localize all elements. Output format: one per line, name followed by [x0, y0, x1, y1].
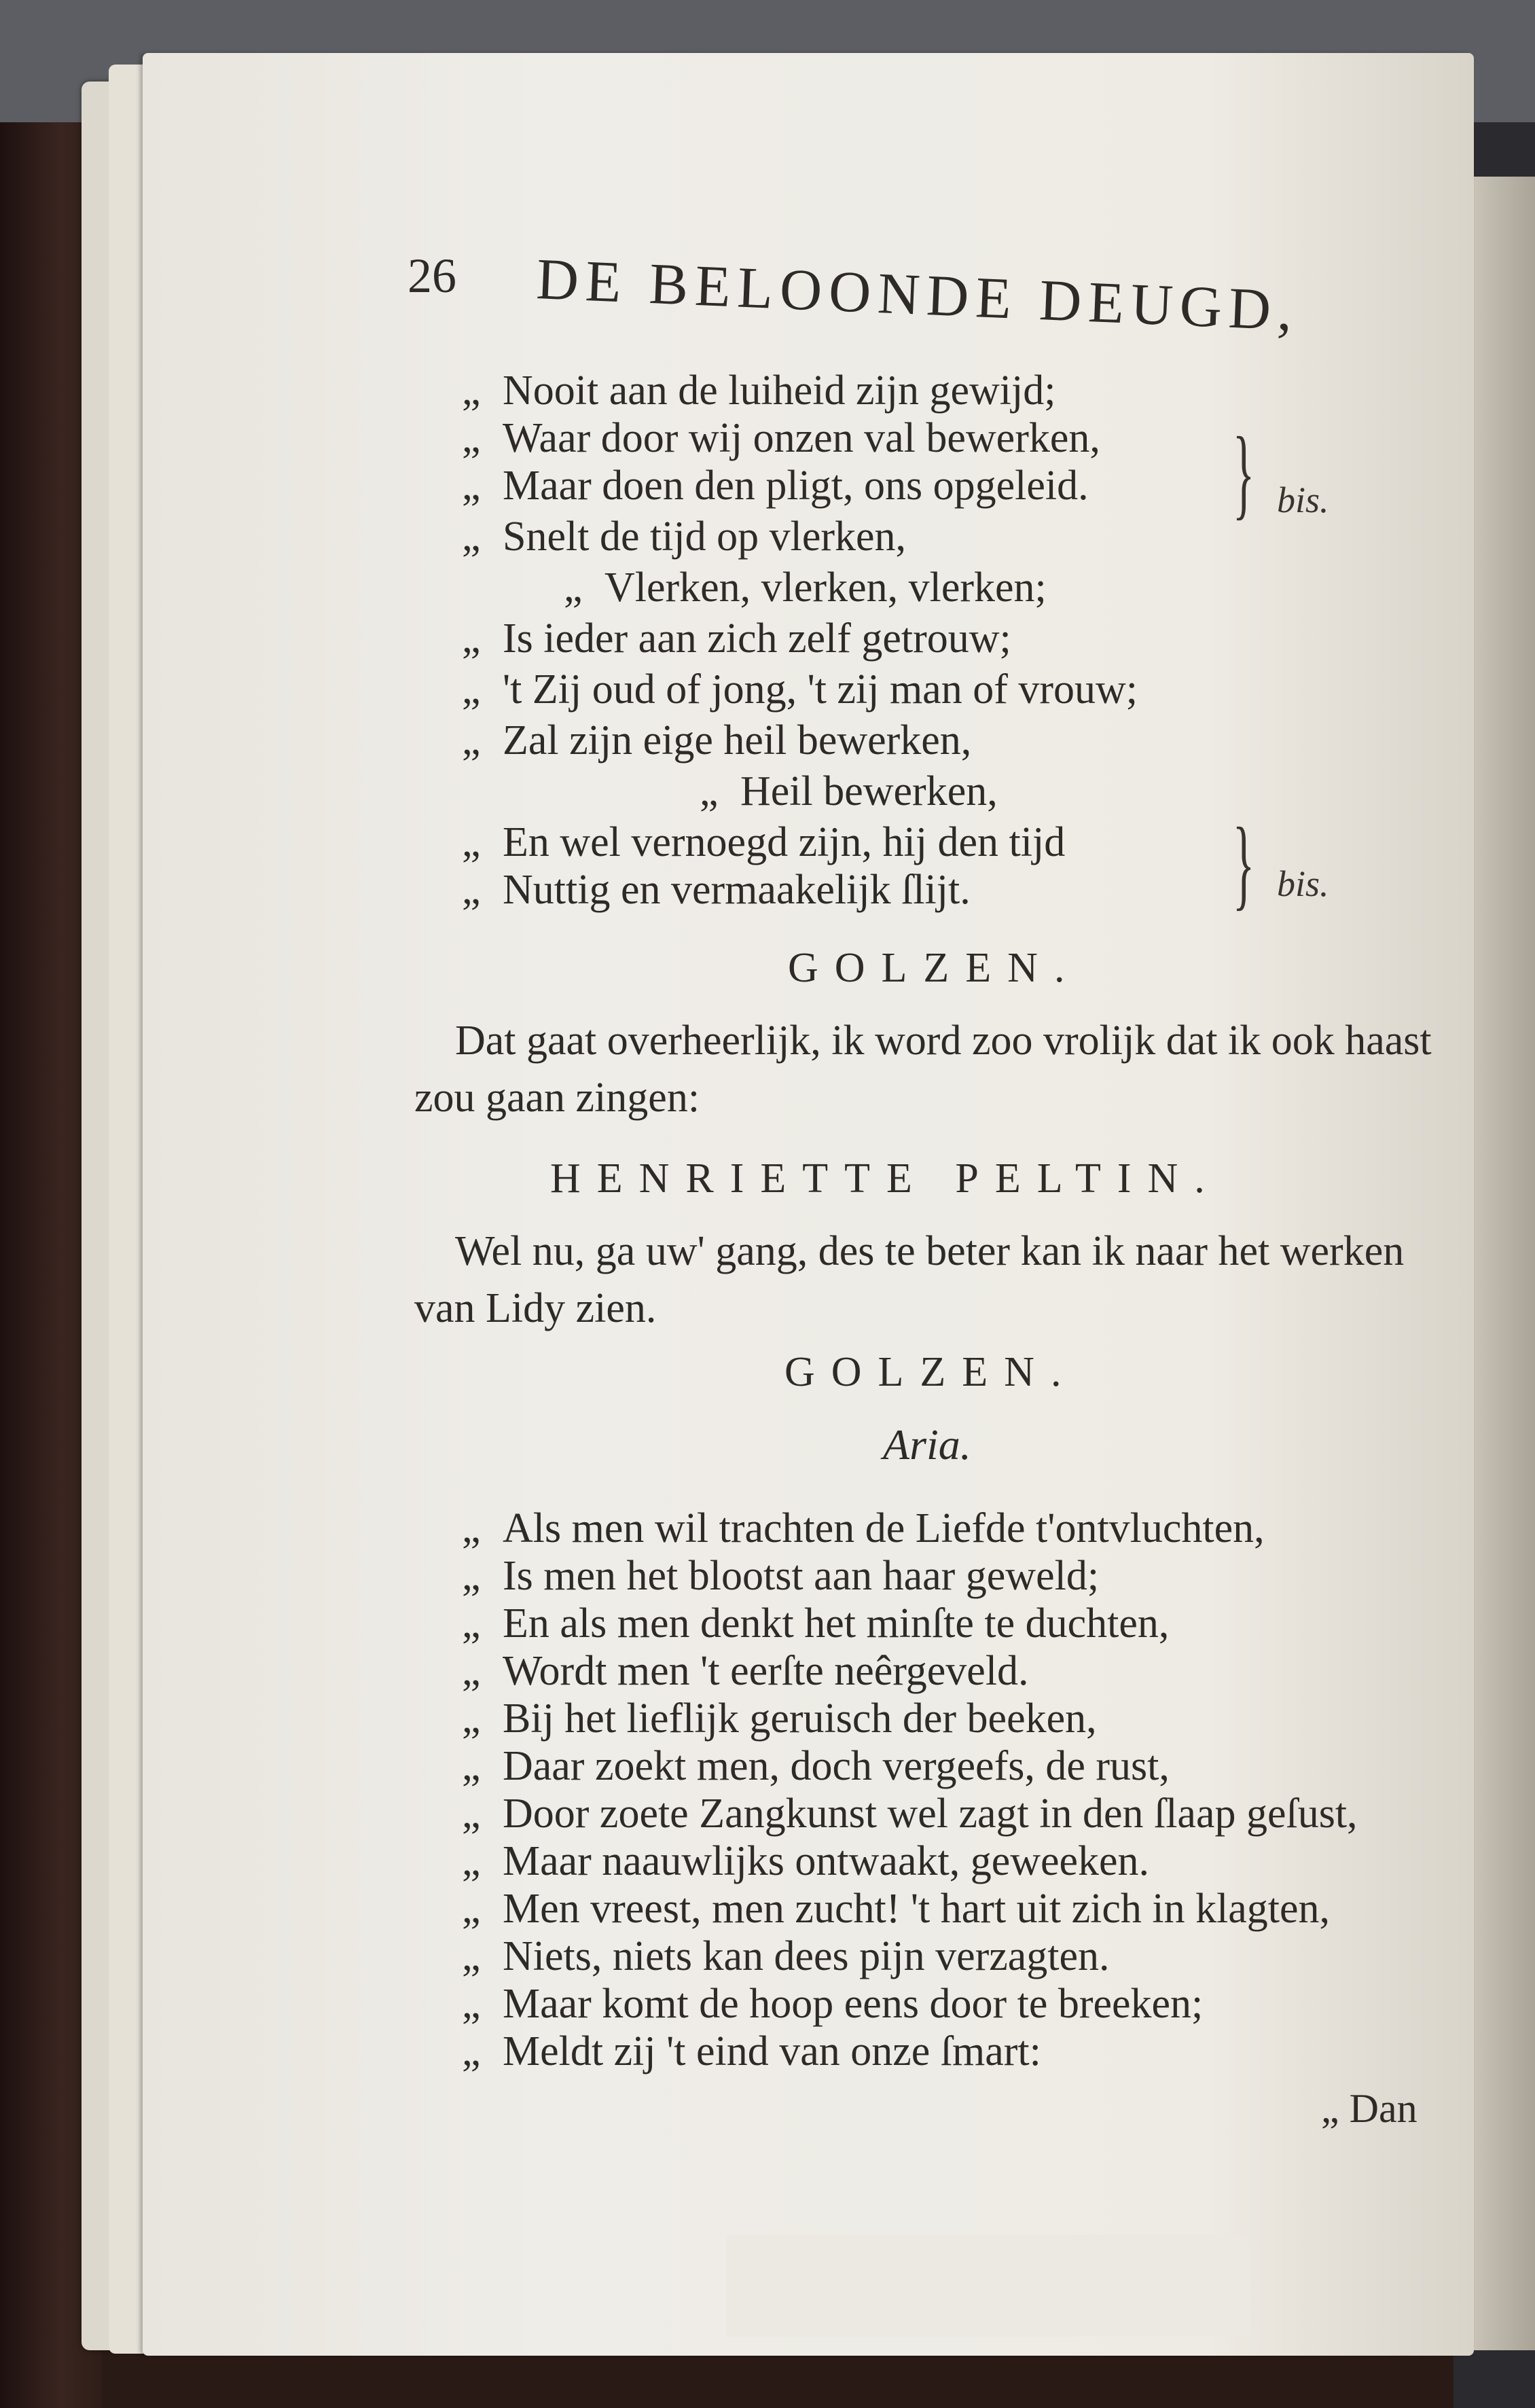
verse-line: „ Als men wil trachten de Liefde t'ontvluchten,	[462, 1505, 1265, 1551]
bis-mark: bis.	[1277, 863, 1329, 904]
paper-patch	[727, 2235, 1250, 2337]
verse-line: „ Wordt men 't eerſte neêrgeveld.	[462, 1648, 1029, 1694]
verse-line: „ En als men denkt het minſte te duchten,	[462, 1600, 1170, 1647]
aria-subtitle: Aria.	[883, 1420, 971, 1469]
running-title: DE BELOONDE DEUGD,	[535, 246, 1301, 344]
speaker-name: GOLZEN.	[784, 1349, 1078, 1395]
verse-line: „ Waar door wij onzen val bewerken,	[462, 415, 1100, 461]
verse-line: „ Snelt de tijd op vlerken,	[462, 514, 907, 560]
verse-line: „ Vlerken, vlerken, vlerken;	[564, 564, 1047, 611]
speaker-name: HENRIETTE PELTIN.	[550, 1155, 1221, 1202]
verse-line: „ Maar doen den pligt, ons opgeleid.	[462, 463, 1089, 509]
brace-mark: }	[1232, 416, 1255, 529]
verse-line: „ Heil bewerken,	[700, 768, 998, 814]
verse-line: „ Daar zoekt men, doch vergeefs, de rust,	[462, 1743, 1170, 1789]
verse-line: „ Maar komt de hoop eens door te breeken;	[462, 1981, 1204, 2027]
verse-line: „ Maar naauwlijks ontwaakt, geweeken.	[462, 1838, 1150, 1884]
verse-line: „ Nooit aan de luiheid zijn gewijd;	[462, 367, 1056, 414]
catchword: „ Dan	[1321, 2086, 1417, 2131]
verse-line: „ Is ieder aan zich zelf getrouw;	[462, 615, 1011, 662]
verse-line: „ 't Zij oud of jong, 't zij man of vrouw;	[462, 666, 1138, 713]
verse-line: „ Niets, niets kan dees pijn verzagten.	[462, 1933, 1110, 1979]
dialogue-text: Dat gaat overheerlijk, ik word zoo vrolijk dat ik ook haast zou gaan zingen:	[414, 1018, 1432, 1121]
brace-mark: }	[1232, 807, 1255, 920]
verse-line: „ Is men het blootst aan haar geweld;	[462, 1553, 1100, 1599]
verse-line: „ Nuttig en vermaakelijk ſlijt.	[462, 867, 971, 913]
verse-line: „ En wel vernoegd zijn, hij den tijd	[462, 819, 1066, 865]
dialogue-text: Wel nu, ga uw' gang, des te beter kan ik naar het werken van Lidy zien.	[414, 1228, 1405, 1331]
speaker-name: GOLZEN.	[788, 945, 1081, 991]
verse-line: „ Bij het lieflijk geruisch der beeken,	[462, 1695, 1097, 1742]
verse-line: „ Men vreest, men zucht! 't hart uit zich in klagten,	[462, 1886, 1331, 1932]
bis-mark: bis.	[1277, 480, 1329, 520]
page-number: 26	[408, 249, 456, 303]
verse-line: „ Meldt zij 't eind van onze ſmart:	[462, 2028, 1041, 2074]
verse-line: „ Zal zijn eige heil bewerken,	[462, 717, 972, 763]
verse-line: „ Door zoete Zangkunst wel zagt in den ſlaap geſust,	[462, 1791, 1358, 1837]
